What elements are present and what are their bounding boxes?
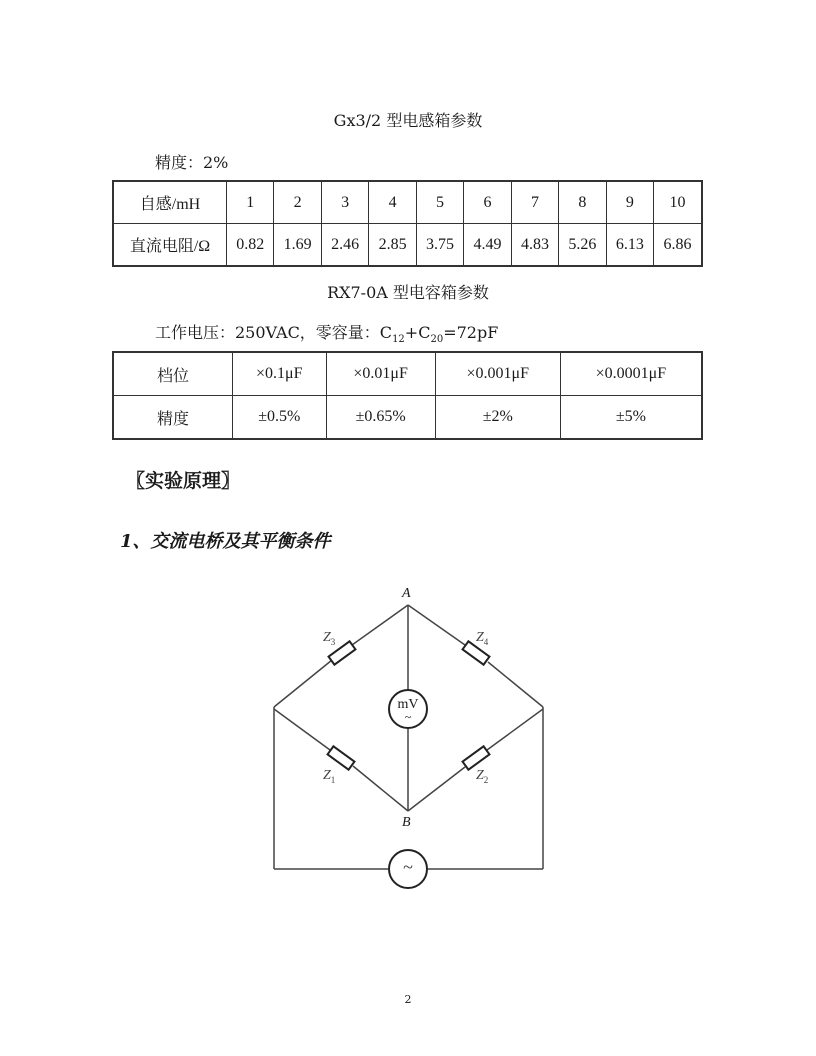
- z2-symbol: Z: [476, 768, 484, 783]
- inductor-table-caption: Gx3/2 型电感箱参数: [333, 111, 483, 130]
- table-cell: 9: [606, 181, 653, 224]
- z3-symbol: Z: [323, 630, 331, 645]
- z4-subscript: 4: [483, 636, 489, 647]
- row-header: 档位: [113, 352, 233, 396]
- z1-symbol: Z: [323, 768, 331, 783]
- table-cell: 1.69: [274, 224, 321, 267]
- z3-subscript: 3: [330, 636, 336, 647]
- capacitor-table-caption: RX7-0A 型电容箱参数: [327, 283, 489, 302]
- table-cell: 2.46: [321, 224, 368, 267]
- row-header: 直流电阻/Ω: [113, 224, 227, 267]
- table-cell: 10: [654, 181, 702, 224]
- table-cell: 5.26: [559, 224, 606, 267]
- spec-subscript: 12: [392, 334, 405, 346]
- spec-text: 工作电压：250VAC，零容量：C: [155, 323, 393, 342]
- node-b-label: B: [402, 815, 411, 830]
- z1-label: [323, 768, 335, 785]
- z1-subscript: 1: [330, 774, 336, 785]
- table-cell: ±0.5%: [233, 396, 327, 440]
- impedance-z1-icon: [328, 746, 355, 769]
- table-cell: ±0.65%: [326, 396, 435, 440]
- meter-tilde: ~: [404, 710, 412, 724]
- table-cell: 5: [416, 181, 463, 224]
- table-cell: 8: [559, 181, 606, 224]
- z3-label: [323, 630, 335, 647]
- z2-subscript: 2: [483, 774, 489, 785]
- table-cell: 6.13: [606, 224, 653, 267]
- table-cell: 6: [464, 181, 511, 224]
- table-cell: 2: [274, 181, 321, 224]
- table-cell: 3: [321, 181, 368, 224]
- spec-text: +C: [404, 323, 431, 342]
- spec-text: =72pF: [443, 323, 499, 342]
- source-label: ~: [403, 857, 413, 877]
- table-cell: ×0.001μF: [435, 352, 560, 396]
- spec-subscript: 20: [430, 334, 444, 346]
- table-cell: 3.75: [416, 224, 463, 267]
- impedance-z2-icon: [463, 746, 490, 769]
- table-cell: 0.82: [227, 224, 274, 267]
- z4-label: [476, 630, 488, 647]
- z2-label: [476, 768, 488, 785]
- table-cell: 2.85: [369, 224, 416, 267]
- table-cell: 7: [511, 181, 558, 224]
- table-cell: ×0.0001μF: [560, 352, 702, 396]
- node-a-label: A: [402, 586, 411, 601]
- table-cell: 4.49: [464, 224, 511, 267]
- table-cell: ±5%: [560, 396, 702, 440]
- table-cell: 4.83: [511, 224, 558, 267]
- subsection-title: 1、交流电桥及其平衡条件: [120, 531, 331, 552]
- meter-label: mV: [397, 697, 419, 712]
- table-cell: ±2%: [435, 396, 560, 440]
- table-cell: ×0.1μF: [233, 352, 327, 396]
- section-title: 〖实验原理〗: [126, 470, 241, 492]
- table-cell: 1: [227, 181, 274, 224]
- row-header: 自感/mH: [113, 181, 227, 224]
- z4-symbol: Z: [476, 630, 484, 645]
- page-number: 2: [404, 993, 412, 1006]
- table-cell: 6.86: [654, 224, 702, 267]
- inductor-precision: 精度：2%: [155, 153, 229, 172]
- table-cell: 4: [369, 181, 416, 224]
- table-cell: ×0.01μF: [326, 352, 435, 396]
- row-header: 精度: [113, 396, 233, 440]
